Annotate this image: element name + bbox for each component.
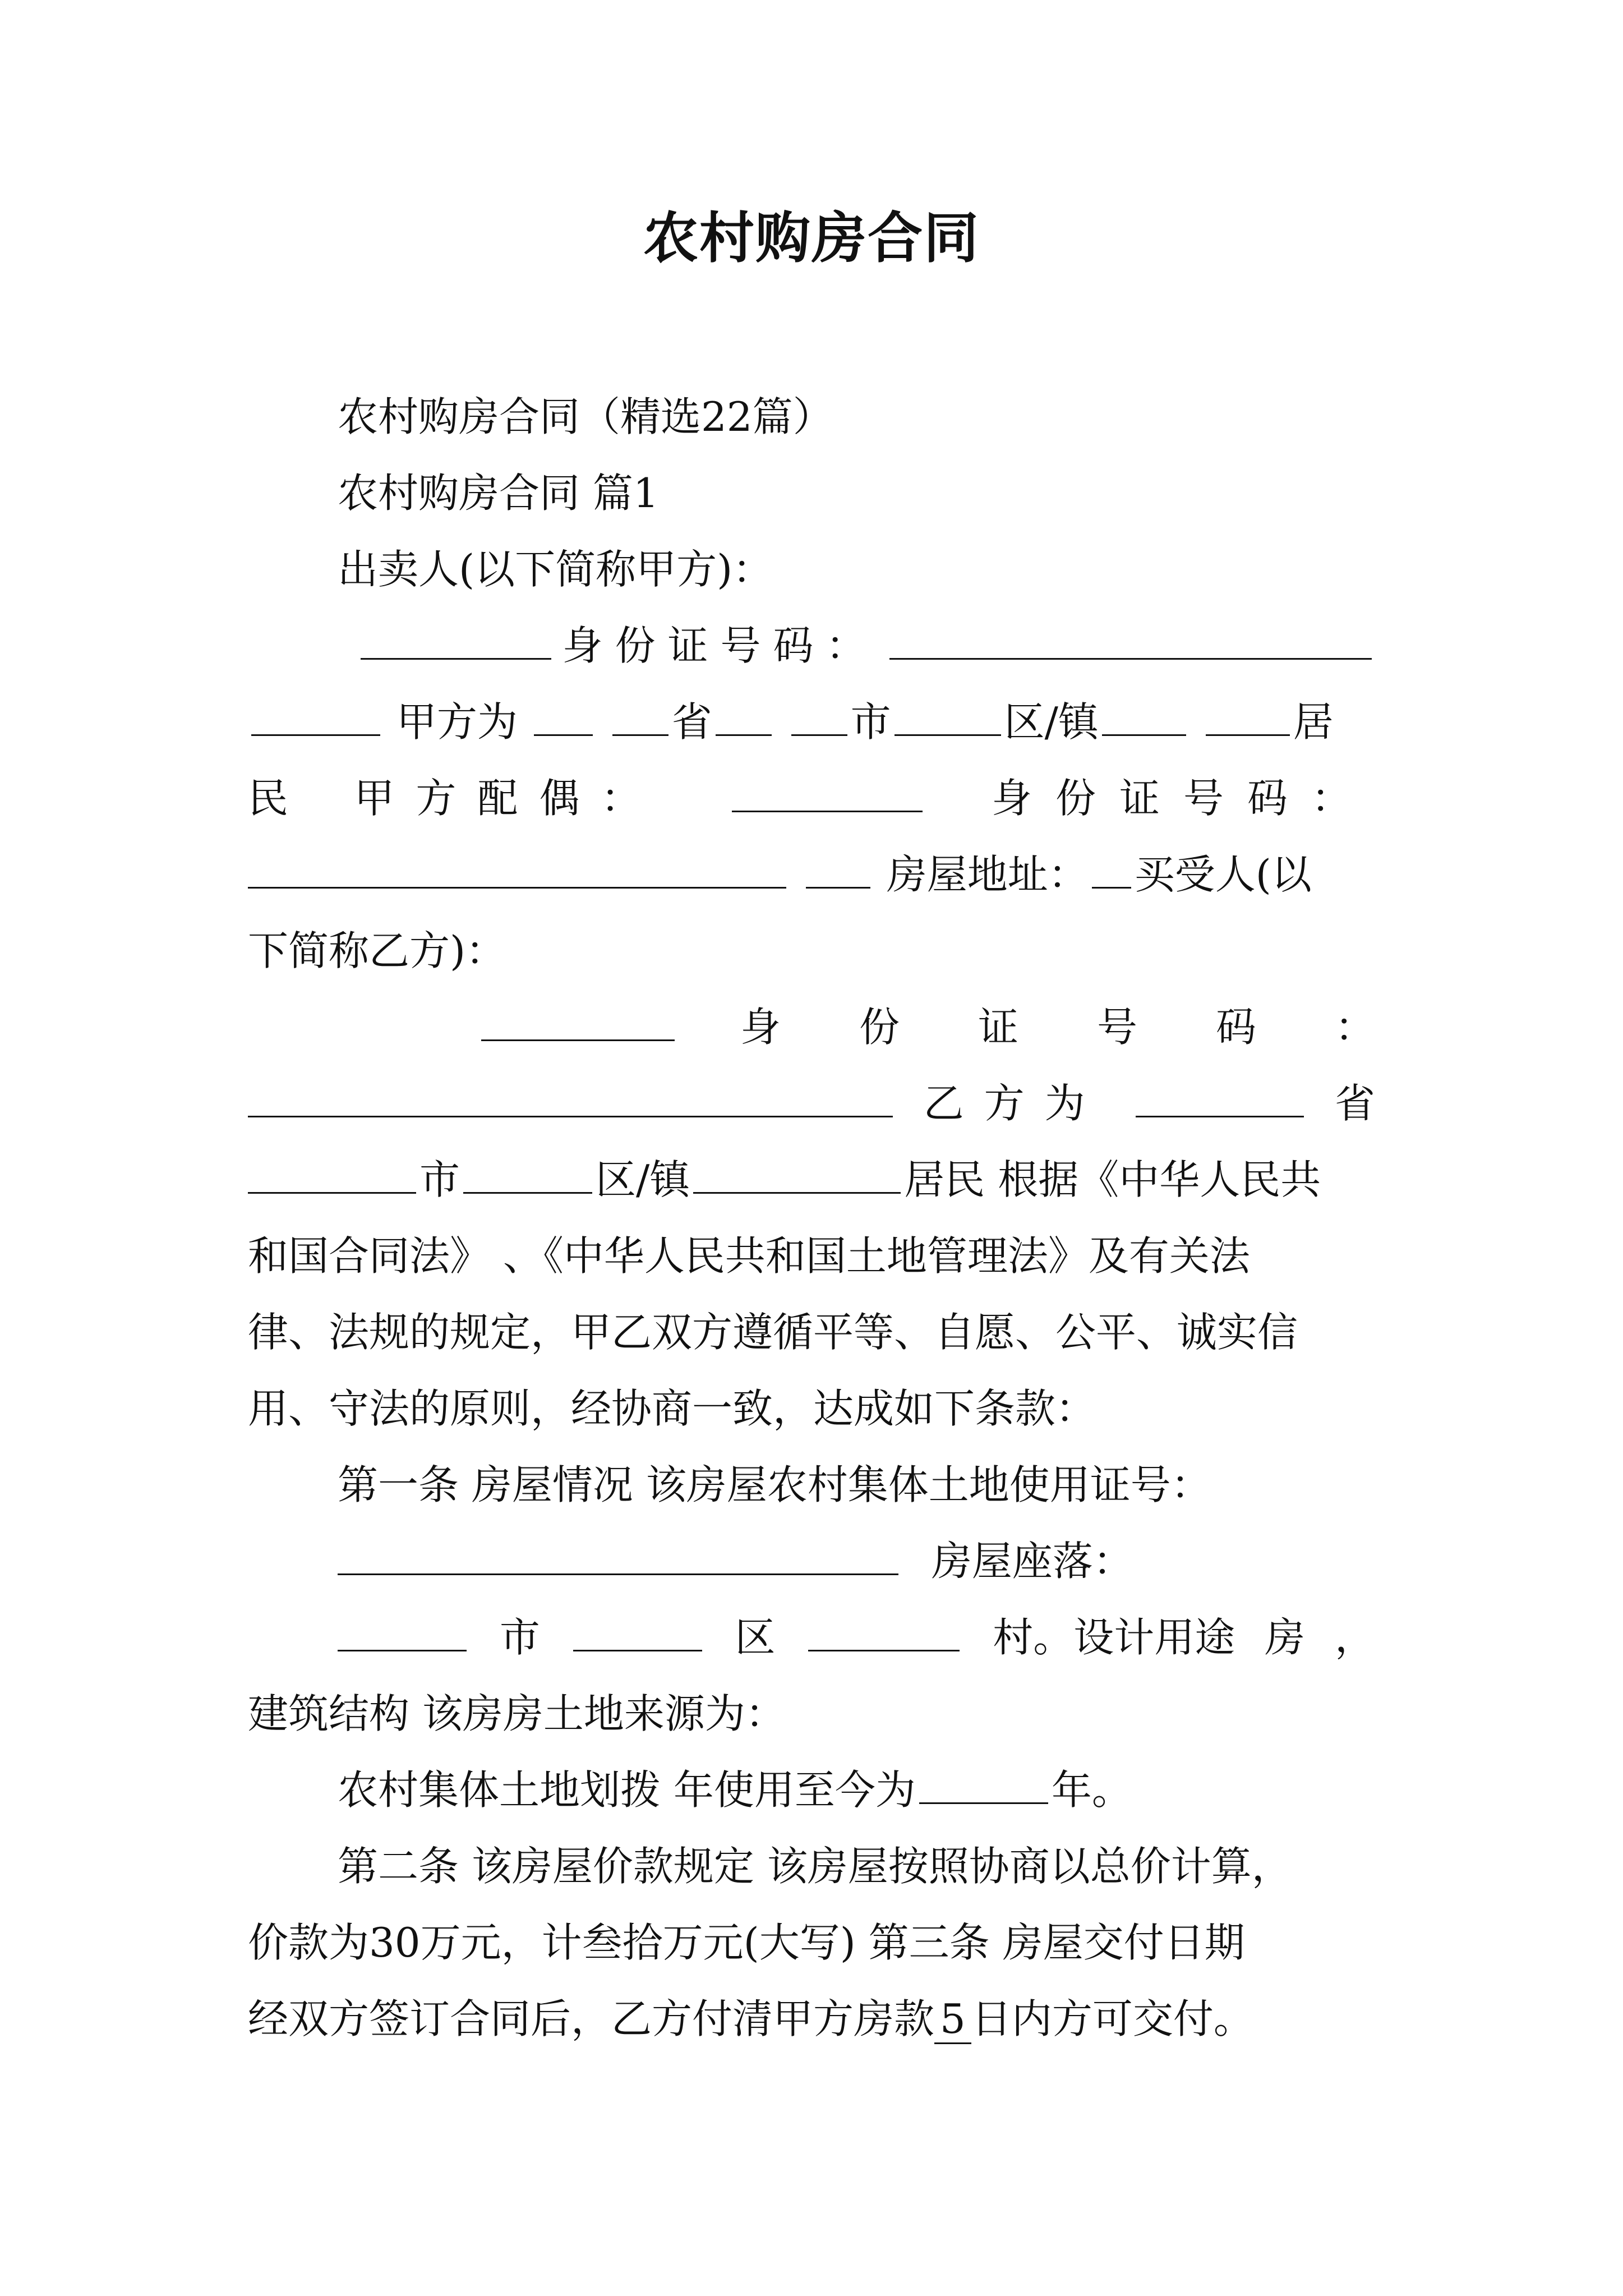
city-label-b: 市 [419,1156,460,1203]
buyer-id-label: 身份证号码： [740,1004,1454,1051]
spouse-id-label: 身份证号码： [991,775,1375,822]
resident-label: 居 [1293,698,1334,746]
house-address-line [248,836,1375,913]
buyer-id-line [248,989,1454,1065]
year-label: 年。 [1051,1766,1132,1814]
blank [534,700,593,736]
seller-id-line [248,608,1375,684]
blank [251,700,380,736]
buyer-address-line [248,1065,1375,1142]
structure-line: 建筑结构 该房房土地来源为： [248,1690,786,1737]
price-line: 价款为30万元，计叁拾万元(大写) 第三条 房屋交付日期 [248,1919,1245,1966]
village-use-label: 村。设计用途 [993,1614,1235,1661]
blank [693,1157,901,1194]
buyer-label: 买受人(以 [1134,851,1312,898]
buyer-city-line [248,1142,1375,1218]
location-label: 房屋座落： [931,1538,1133,1585]
section-heading: 农村购房合同 篇1 [338,470,659,517]
blank [808,1615,960,1651]
house-label: 房 [1265,1614,1306,1661]
document-title: 农村购房合同 [643,206,980,270]
blank [481,1005,675,1041]
blank [463,1157,592,1194]
seller-label: 出卖人(以下简称甲方)： [338,546,773,593]
blank [889,623,1372,660]
house-address-label: 房屋地址： [886,851,1089,898]
blank [1092,852,1131,889]
province-label-b: 省 [1334,1080,1375,1127]
blank [732,776,923,812]
blank [248,852,786,889]
district-label: 区 [735,1614,776,1661]
blank [612,700,668,736]
blank [791,700,847,736]
document-body [248,379,1454,2057]
resident-label-b: 居民 [904,1156,985,1203]
delivery-text: 经双方签订合同后，乙方付清甲方房款 [248,1995,935,2042]
allocation-text: 农村集体土地划拨 年使用至今为 [338,1766,916,1814]
blank [1136,1081,1304,1117]
district-town-label-b: 区/镇 [596,1156,690,1203]
article-1: 第一条 房屋情况 该房屋农村集体土地使用证号： [338,1461,1211,1508]
party-b-label: 乙方为 [923,1080,1105,1127]
blank [338,1539,898,1575]
blank [806,852,870,889]
seller-address-line [248,684,1375,760]
blank [919,1768,1048,1804]
blank [1206,700,1290,736]
delivery-line [248,1981,1375,2057]
spouse-label: 甲方配偶： [354,775,663,822]
village-line [248,1599,1375,1676]
blank [248,1081,893,1117]
article-2: 第二条 该房屋价款规定 该房屋按照协商以总价计算， [338,1843,1292,1890]
law-line: 和国合同法》 、《中华人民共和国土地管理法》及有关法 [248,1232,1250,1280]
location-line [248,1523,1375,1599]
delivery-days: 5 [934,1995,971,2044]
blank [895,700,1001,736]
spouse-line [248,760,1375,836]
subtitle: 农村购房合同（精选22篇） [338,393,833,440]
blank [573,1615,702,1651]
city-label: 市 [850,698,891,746]
comma: ， [1334,1614,1375,1661]
id-number-label: 身份证号码： [562,622,879,669]
delivery-end-text: 日内方可交付。 [971,1995,1254,2042]
province-label: 省 [671,698,712,746]
blank [1102,700,1186,736]
blank [361,623,551,660]
principle-line: 律、法规的规定，甲乙双方遵循平等、自愿、公平、诚实信 [248,1309,1298,1356]
blank [338,1615,467,1651]
legal-basis-text: 根据《中华人民共 [998,1156,1321,1203]
resident-label-cont: 民 [248,775,289,822]
allocation-line [248,1752,1375,1828]
buyer-label-cont: 下简称乙方)： [248,927,506,974]
blank [248,1157,416,1194]
party-a-label: 甲方为 [396,698,518,746]
city-label-c: 市 [499,1614,540,1661]
blank [716,700,772,736]
agree-line: 用、守法的原则，经协商一致，达成如下条款： [248,1385,1096,1432]
district-town-label: 区/镇 [1004,698,1099,746]
